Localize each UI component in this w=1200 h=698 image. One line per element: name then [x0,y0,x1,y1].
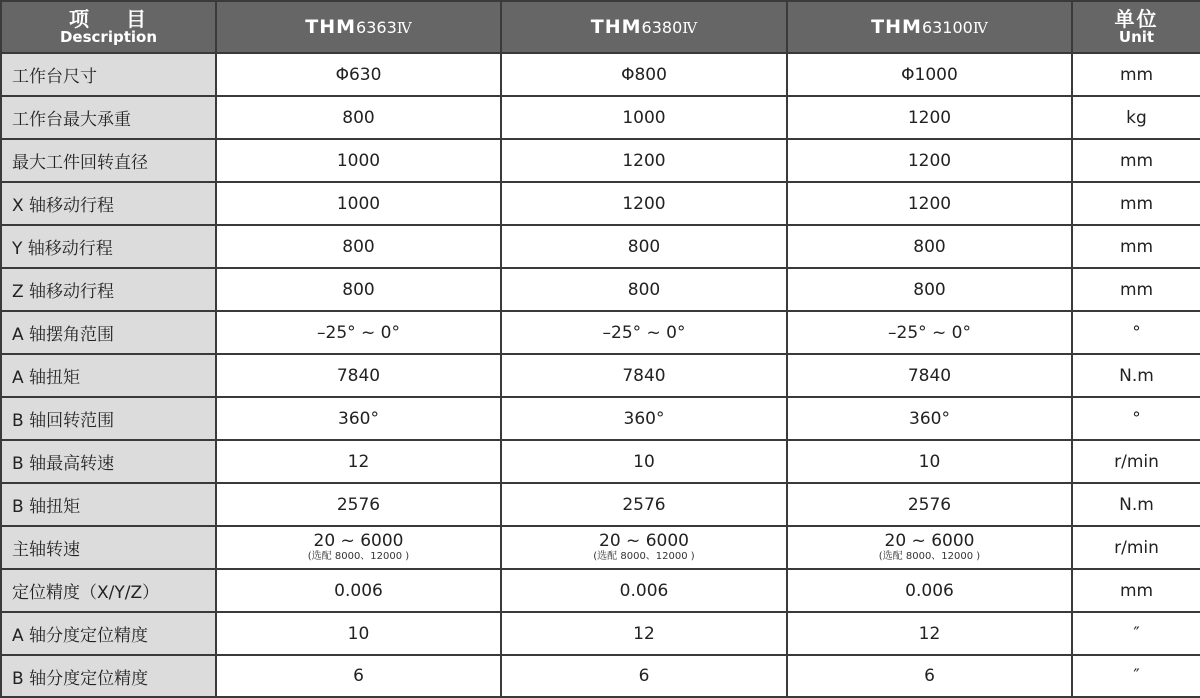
row-value: 800 [787,268,1072,311]
row-value: 1000 [216,182,501,225]
table-row [1,139,1200,182]
table-row [1,397,1200,440]
row-value [787,526,1072,569]
row-value: –25° ~ 0° [501,311,787,354]
row-value: 2576 [501,483,787,526]
row-value: 1200 [501,182,787,225]
row-value: 6 [787,655,1072,697]
header-description [1,1,216,53]
row-unit: mm [1072,225,1200,268]
row-value: 1200 [787,182,1072,225]
header-item-cn: 项 目 [69,6,148,31]
row-value: 800 [216,225,501,268]
row-unit: ° [1072,397,1200,440]
row-value: 1200 [501,139,787,182]
value-text: 20 ~ 6000 [884,531,975,551]
row-value: 800 [501,225,787,268]
header-model-2 [501,1,787,53]
value-note: (选配 8000、12000 ) [878,551,981,562]
table-row [1,569,1200,612]
row-label: 主轴转速 [1,526,216,569]
row-value: 6 [216,655,501,697]
row-label: B 轴最高转速 [1,440,216,483]
row-value: 1200 [787,139,1072,182]
row-label: A 轴分度定位精度 [1,612,216,655]
row-unit: mm [1072,139,1200,182]
row-label: X 轴移动行程 [1,182,216,225]
row-label: 工作台尺寸 [1,53,216,96]
row-value: 7840 [501,354,787,397]
table-row [1,440,1200,483]
model-number: 63100 [921,18,973,37]
row-value: 12 [501,612,787,655]
row-value: 10 [501,440,787,483]
model-number: 6363 [356,18,397,37]
table-row [1,612,1200,655]
row-value: 0.006 [216,569,501,612]
row-label: 定位精度（X/Y/Z） [1,569,216,612]
model-suffix: Ⅳ [972,19,988,37]
row-value: 800 [787,225,1072,268]
row-value: 360° [501,397,787,440]
row-label: B 轴扭矩 [1,483,216,526]
row-unit: mm [1072,53,1200,96]
row-value: 12 [787,612,1072,655]
header-item-en: Description [59,27,158,46]
table-row [1,526,1200,569]
row-value: Φ800 [501,53,787,96]
row-unit: ″ [1072,655,1200,697]
row-label: B 轴回转范围 [1,397,216,440]
row-unit: ″ [1072,612,1200,655]
model-suffix: Ⅳ [396,19,412,37]
row-value: 0.006 [501,569,787,612]
model-brand: THM [590,16,642,38]
row-label: B 轴分度定位精度 [1,655,216,697]
row-value: 6 [501,655,787,697]
row-label: Y 轴移动行程 [1,225,216,268]
row-unit: ° [1072,311,1200,354]
row-value: 0.006 [787,569,1072,612]
row-value: Φ630 [216,53,501,96]
row-label: A 轴摆角范围 [1,311,216,354]
header-model-1 [216,1,501,53]
value-note: (选配 8000、12000 ) [307,551,410,562]
row-value [501,526,787,569]
row-label: A 轴扭矩 [1,354,216,397]
row-value: –25° ~ 0° [216,311,501,354]
row-unit: kg [1072,96,1200,139]
row-unit: mm [1072,569,1200,612]
header-unit-cn: 单位 [1114,6,1159,31]
header-unit-en: Unit [1118,27,1155,46]
model-suffix: Ⅳ [682,19,698,37]
table-row [1,483,1200,526]
table-row [1,655,1200,697]
model-brand: THM [305,16,357,38]
row-value: Φ1000 [787,53,1072,96]
table-row [1,53,1200,96]
row-value: 1000 [501,96,787,139]
row-label: Z 轴移动行程 [1,268,216,311]
value-note: (选配 8000、12000 ) [593,551,695,562]
header-model-3 [787,1,1072,53]
row-value: 1000 [216,139,501,182]
row-unit: r/min [1072,440,1200,483]
row-value: 10 [216,612,501,655]
row-value: 360° [216,397,501,440]
row-value: 10 [787,440,1072,483]
row-value: 360° [787,397,1072,440]
value-text: 20 ~ 6000 [313,531,404,551]
row-value: 800 [216,96,501,139]
table-row [1,225,1200,268]
row-value: 800 [501,268,787,311]
row-unit: mm [1072,182,1200,225]
row-unit: r/min [1072,526,1200,569]
model-number: 6380 [641,18,683,37]
row-unit: N.m [1072,354,1200,397]
row-unit: mm [1072,268,1200,311]
row-unit: N.m [1072,483,1200,526]
row-value: 7840 [216,354,501,397]
row-value [216,526,501,569]
header-unit [1072,1,1200,53]
row-value: 7840 [787,354,1072,397]
row-label: 最大工件回转直径 [1,139,216,182]
row-value: 800 [216,268,501,311]
header-row [1,1,1200,53]
table-row [1,268,1200,311]
row-value: 2576 [787,483,1072,526]
row-value: 12 [216,440,501,483]
value-text: 20 ~ 6000 [599,531,689,551]
row-value: 2576 [216,483,501,526]
row-label: 工作台最大承重 [1,96,216,139]
row-value: –25° ~ 0° [787,311,1072,354]
table-row [1,96,1200,139]
table-row [1,354,1200,397]
model-brand: THM [871,16,922,38]
table-row [1,311,1200,354]
row-value: 1200 [787,96,1072,139]
table-row [1,182,1200,225]
